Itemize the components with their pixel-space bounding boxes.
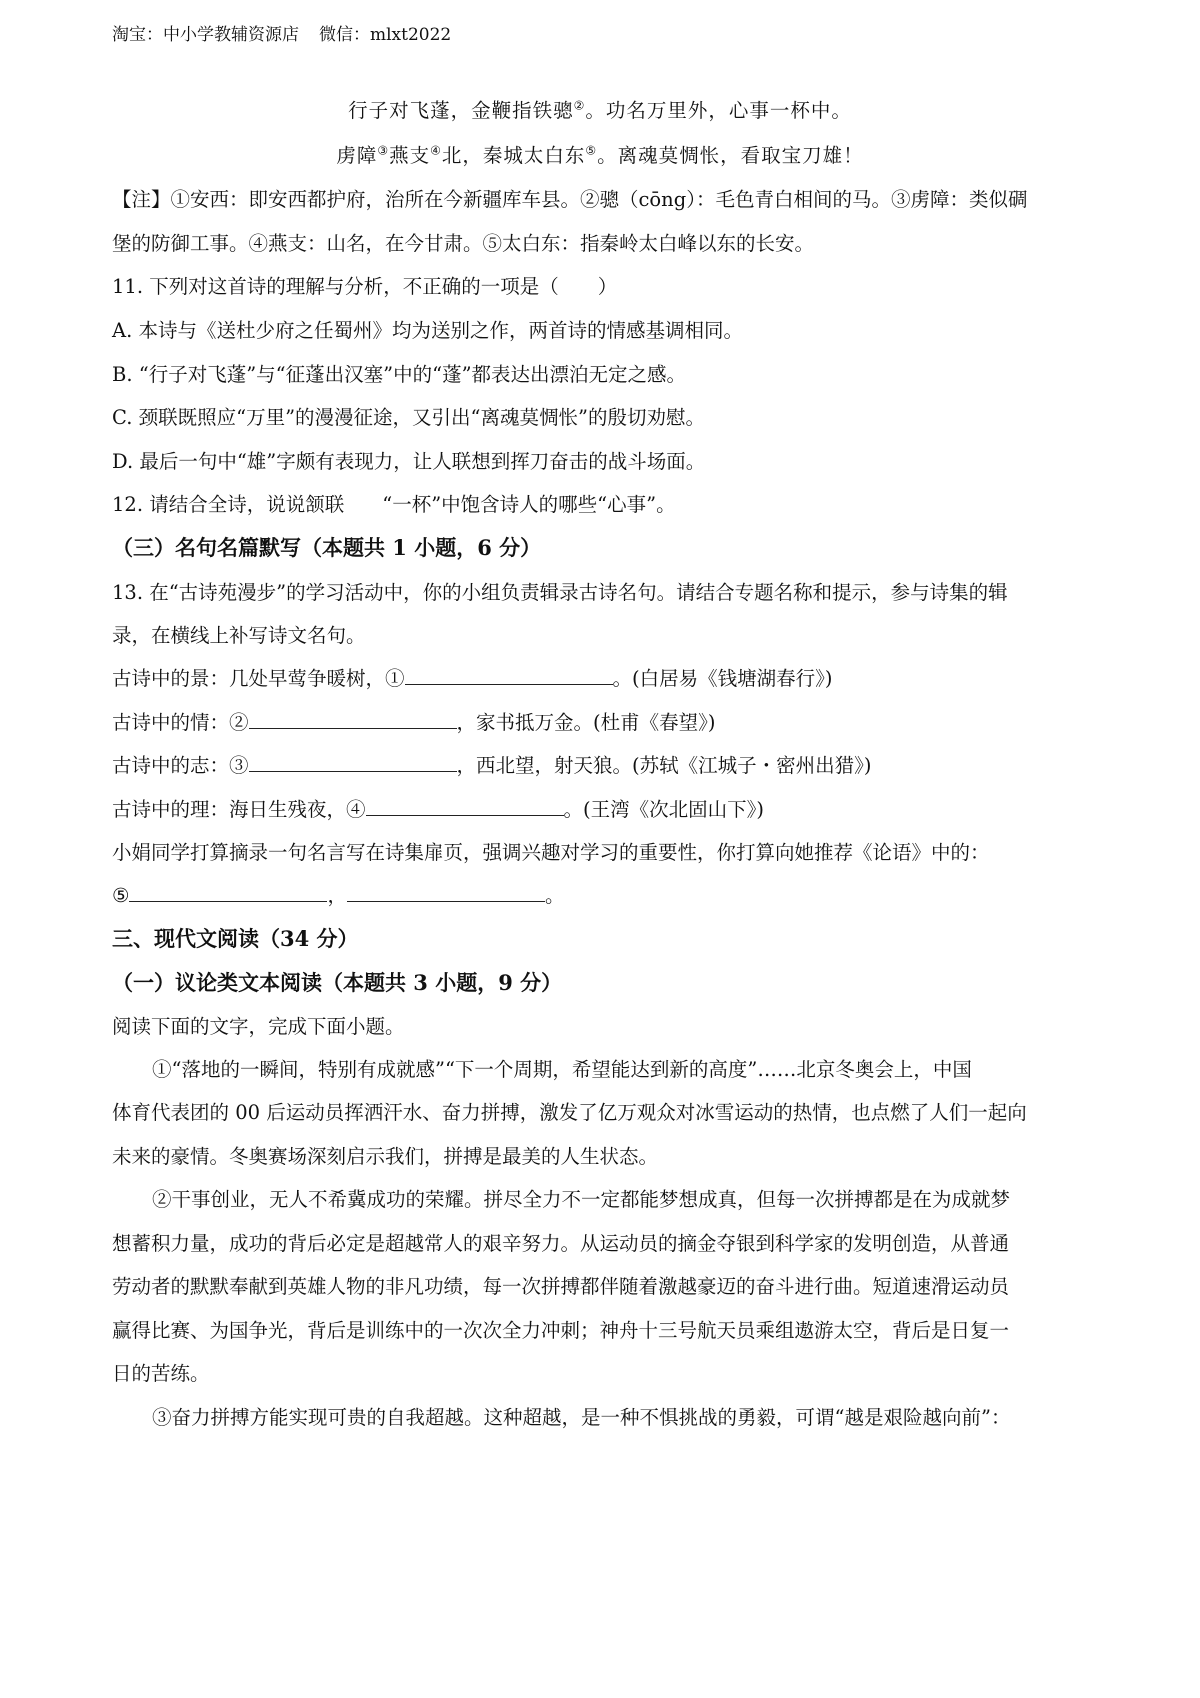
passage-p1-line-1: ①“落地的一瞬间，特别有成就感”“下一个周期，希望能达到新的高度”……北京冬奥会上，中国 — [152, 1058, 972, 1081]
passage-p2-line-1: ②干事创业，无人不希冀成功的荣耀。拼尽全力不一定都能梦想成真，但每一次拼搏都是在为成就梦 — [152, 1188, 1011, 1211]
answer-blank-4[interactable] — [366, 795, 564, 816]
section-heading-dictation: （三）名句名篇默写（本题共 1 小题，6 分） — [112, 535, 542, 560]
passage-p3-line-1: ③奋力拼搏方能实现可贵的自我超越。这种超越，是一种不惧挑战的勇毅，可谓“越是艰险越向前”： — [152, 1406, 1011, 1429]
answer-blank-3[interactable] — [249, 751, 457, 772]
dictation-reason: 古诗中的理：海日生残夜，④ 。(王湾《次北固山下》) — [112, 794, 764, 822]
dictation-emotion: 古诗中的情：② ，家书抵万金。(杜甫《春望》) — [112, 707, 715, 735]
question-11-option-d: D. 最后一句中“雄”字颇有表现力，让人联想到挥刀奋击的战斗场面。 — [112, 450, 706, 473]
answer-blank-1[interactable] — [405, 664, 613, 685]
question-11-option-c: C. 颈联既照应“万里”的漫漫征途，又引出“离魂莫惆怅”的殷切劝慰。 — [112, 406, 705, 429]
dictation-ambition: 古诗中的志：③ ，西北望，射天狼。(苏轼《江城子・密州出猎》) — [112, 750, 871, 778]
passage-p2-line-4: 赢得比赛、为国争光，背后是训练中的一次次全力冲刺；神舟十三号航天员乘组遨游太空，背后是日复一 — [112, 1319, 1010, 1342]
question-11-stem: 11. 下列对这首诗的理解与分析，不正确的一项是（ ） — [112, 275, 618, 298]
passage-p2-line-3: 劳动者的默默奉献到英雄人物的非凡功绩，每一次拼搏都伴随着激越豪迈的奋斗进行曲。短道速滑运动员 — [112, 1275, 1010, 1298]
passage-p2-line-5: 日的苦练。 — [112, 1362, 210, 1385]
question-11-option-a: A. 本诗与《送杜少府之任蜀州》均为送别之作，两首诗的情感基调相同。 — [112, 319, 743, 342]
question-12: 12. 请结合全诗，说说颔联 “一杯”中饱含诗人的哪些“心事”。 — [112, 493, 676, 516]
dictation-scene: 古诗中的景：几处早莺争暖树，① 。(白居易《钱塘湖春行》) — [112, 663, 832, 691]
passage-p1-line-2: 体育代表团的 00 后运动员挥洒汗水、奋力拼搏，激发了亿万观众对冰雪运动的热情，也点燃了人们一起向 — [112, 1101, 1027, 1124]
dictation-extra: 小娟同学打算摘录一句名言写在诗集扉页，强调兴趣对学习的重要性，你打算向她推荐《论语》中的： — [112, 841, 990, 864]
answer-blank-5a[interactable] — [129, 881, 327, 902]
reading-instruction: 阅读下面的文字，完成下面小题。 — [112, 1015, 405, 1038]
dictation-analects: ⑤ ， 。 — [112, 880, 565, 908]
passage-p1-line-3: 未来的豪情。冬奥赛场深刻启示我们，拼搏是最美的人生状态。 — [112, 1145, 659, 1168]
poem-line-1: 行子对飞蓬，金鞭指铁骢②。功名万里外，心事一杯中。 — [348, 98, 852, 122]
watermark-header — [112, 20, 451, 45]
question-13-stem-1: 13. 在“古诗苑漫步”的学习活动中，你的小组负责辑录古诗名句。请结合专题名称和提示，参与诗集的辑 — [112, 581, 1008, 604]
shop-name: 淘宝：中小学教辅资源店 — [112, 25, 299, 45]
section-heading-argumentative: （一）议论类文本阅读（本题共 3 小题，9 分） — [112, 970, 563, 995]
question-13-stem-2: 录，在横线上补写诗文名句。 — [112, 624, 366, 647]
passage-p2-line-2: 想蓄积力量，成功的背后必定是超越常人的艰辛努力。从运动员的摘金夺银到科学家的发明创造，从普通 — [112, 1232, 1010, 1255]
question-11-option-b: B. “行子对飞蓬”与“征蓬出汉塞”中的“蓬”都表达出漂泊无定之感。 — [112, 363, 687, 386]
note-line-1: 【注】①安西：即安西都护府，治所在今新疆库车县。②骢（cōng）：毛色青白相间的马。③虏障：类似碉 — [112, 188, 1028, 211]
answer-blank-5b[interactable] — [347, 881, 545, 902]
answer-blank-2[interactable] — [249, 708, 457, 729]
poem-line-2: 虏障③燕支④北，秦城太白东⑤。离魂莫惆怅，看取宝刀雄！ — [336, 143, 864, 167]
note-line-2: 堡的防御工事。④燕支：山名，在今甘肃。⑤太白东：指秦岭太白峰以东的长安。 — [112, 232, 815, 255]
section-heading-modern-reading: 三、现代文阅读（34 分） — [112, 926, 359, 951]
wechat-id: 微信：mlxt2022 — [319, 25, 452, 45]
